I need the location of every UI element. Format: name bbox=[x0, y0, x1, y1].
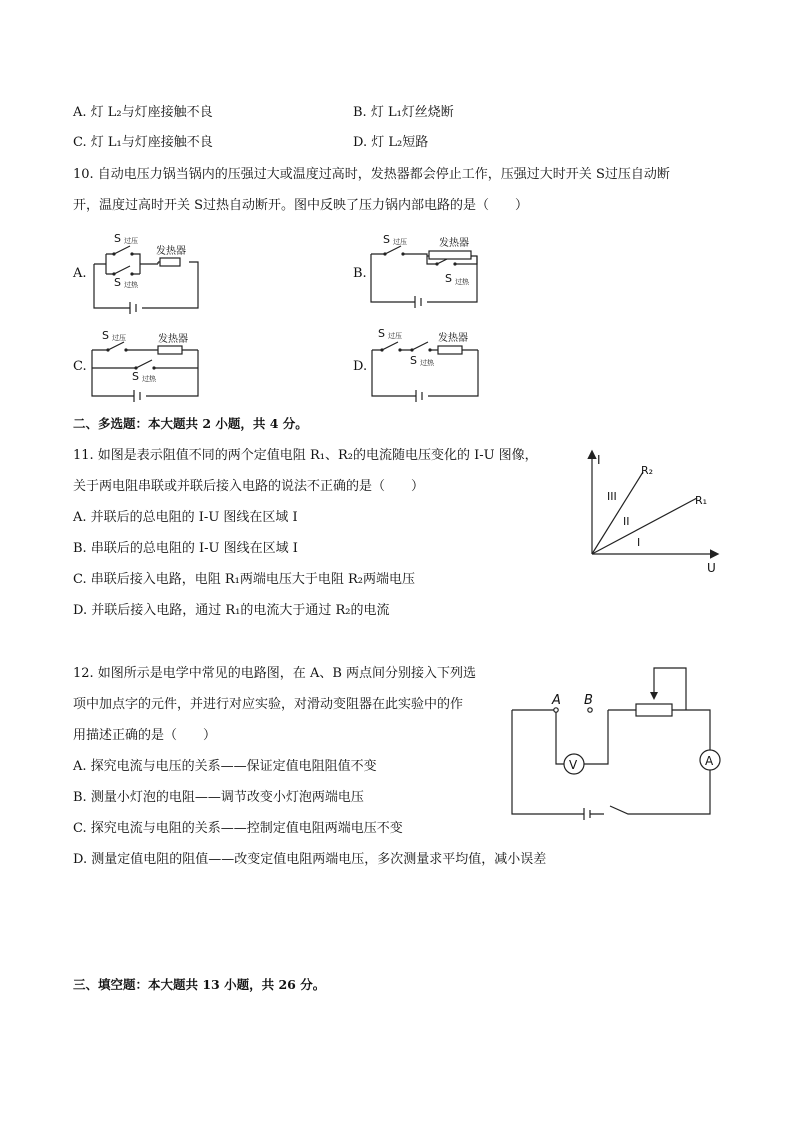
switch-s-label: S bbox=[378, 327, 385, 340]
point-a-label: A bbox=[552, 693, 561, 708]
circuit-diagram-c bbox=[90, 326, 220, 406]
guore-subscript: 过热 bbox=[420, 359, 434, 367]
q12-option-c: C. 探究电流与电阻的关系——控制定值电阻两端电压不变 bbox=[73, 821, 403, 836]
q11-stem-line2: 关于两电阻串联或并联后接入电路的说法不正确的是（ ） bbox=[73, 479, 425, 494]
section-heading-multiple-choice: 二、多选题：本大题共 2 小题，共 4 分。 bbox=[73, 416, 308, 431]
region-2-label: II bbox=[623, 515, 630, 528]
circuit-diagram-d bbox=[370, 326, 500, 406]
q10-label-d: D. bbox=[353, 359, 368, 374]
heater-label: 发热器 bbox=[158, 334, 188, 345]
switch-s-label: S bbox=[114, 276, 121, 289]
q11-option-d: D. 并联后接入电路，通过 R₁的电流大于通过 R₂的电流 bbox=[73, 603, 390, 618]
q12-circuit-diagram bbox=[508, 662, 728, 822]
axis-i-label: I bbox=[597, 453, 601, 467]
q10-label-a: A. bbox=[73, 266, 87, 281]
switch-s-label: S bbox=[445, 272, 452, 285]
switch-s-label: S bbox=[383, 233, 390, 246]
q11-option-a: A. 并联后的总电阻的 I-U 图线在区域 I bbox=[73, 510, 298, 525]
region-3-label: III bbox=[607, 490, 617, 503]
guore-subscript: 过热 bbox=[455, 278, 469, 286]
q10-label-b: B. bbox=[353, 266, 367, 281]
r1-label: R₁ bbox=[695, 494, 708, 507]
q9-option-a: A. 灯 L₂与灯座接触不良 bbox=[73, 105, 213, 120]
q9-option-d: D. 灯 L₂短路 bbox=[353, 135, 429, 150]
switch-s-label: S bbox=[102, 329, 109, 342]
switch-s-label: S bbox=[410, 354, 417, 367]
iu-graph bbox=[585, 448, 725, 578]
point-b-label: B bbox=[584, 693, 593, 708]
guoya-subscript: 过压 bbox=[124, 237, 138, 245]
q12-option-d: D. 测量定值电阻的阻值——改变定值电阻两端电压，多次测量求平均值，减小误差 bbox=[73, 852, 547, 867]
guoya-subscript: 过压 bbox=[388, 332, 402, 340]
circuit-diagram-a bbox=[90, 230, 220, 310]
r2-label: R₂ bbox=[641, 464, 654, 477]
q12-stem-line2: 项中加点字的元件，并进行对应实验，对滑动变阻器在此实验中的作 bbox=[73, 697, 464, 712]
q9-option-b: B. 灯 L₁灯丝烧断 bbox=[353, 105, 454, 120]
guoya-subscript: 过压 bbox=[393, 238, 407, 246]
q12-stem-line3: 用描述正确的是（ ） bbox=[73, 728, 217, 743]
q10-label-c: C. bbox=[73, 359, 87, 374]
switch-s-label: S bbox=[132, 370, 139, 383]
q12-option-b: B. 测量小灯泡的电阻——调节改变小灯泡两端电压 bbox=[73, 790, 364, 805]
q11-option-b: B. 串联后的总电阻的 I-U 图线在区域 I bbox=[73, 541, 298, 556]
heater-label: 发热器 bbox=[438, 333, 468, 344]
q10-stem-line1: 10. 自动电压力锅当锅内的压强过大或温度过高时，发热器都会停止工作，压强过大时开关 S过压自动断 bbox=[73, 167, 670, 182]
heater-label: 发热器 bbox=[439, 238, 469, 249]
region-1-label: I bbox=[637, 536, 641, 549]
guore-subscript: 过热 bbox=[142, 375, 156, 383]
guoya-subscript: 过压 bbox=[112, 334, 126, 342]
q9-option-c: C. 灯 L₁与灯座接触不良 bbox=[73, 135, 213, 150]
heater-label: 发热器 bbox=[156, 246, 186, 257]
q12-stem-line1: 12. 如图所示是电学中常见的电路图，在 A、B 两点间分别接入下列选 bbox=[73, 666, 477, 681]
guore-subscript: 过热 bbox=[124, 281, 138, 289]
switch-s-label: S bbox=[114, 232, 121, 245]
q10-stem-line2: 开，温度过高时开关 S过热自动断开。图中反映了压力锅内部电路的是（ ） bbox=[73, 198, 529, 213]
q11-option-c: C. 串联后接入电路，电阻 R₁两端电压大于电阻 R₂两端电压 bbox=[73, 572, 416, 587]
ammeter-label: A bbox=[705, 754, 714, 768]
circuit-diagram-b bbox=[371, 232, 501, 312]
axis-u-label: U bbox=[707, 561, 716, 575]
q11-stem-line1: 11. 如图是表示阻值不同的两个定值电阻 R₁、R₂的电流随电压变化的 I-U 图像， bbox=[73, 448, 538, 463]
voltmeter-label: V bbox=[569, 758, 578, 772]
q12-option-a: A. 探究电流与电压的关系——保证定值电阻阻值不变 bbox=[73, 759, 377, 774]
section-heading-fill-in: 三、填空题：本大题共 13 小题，共 26 分。 bbox=[73, 977, 326, 992]
